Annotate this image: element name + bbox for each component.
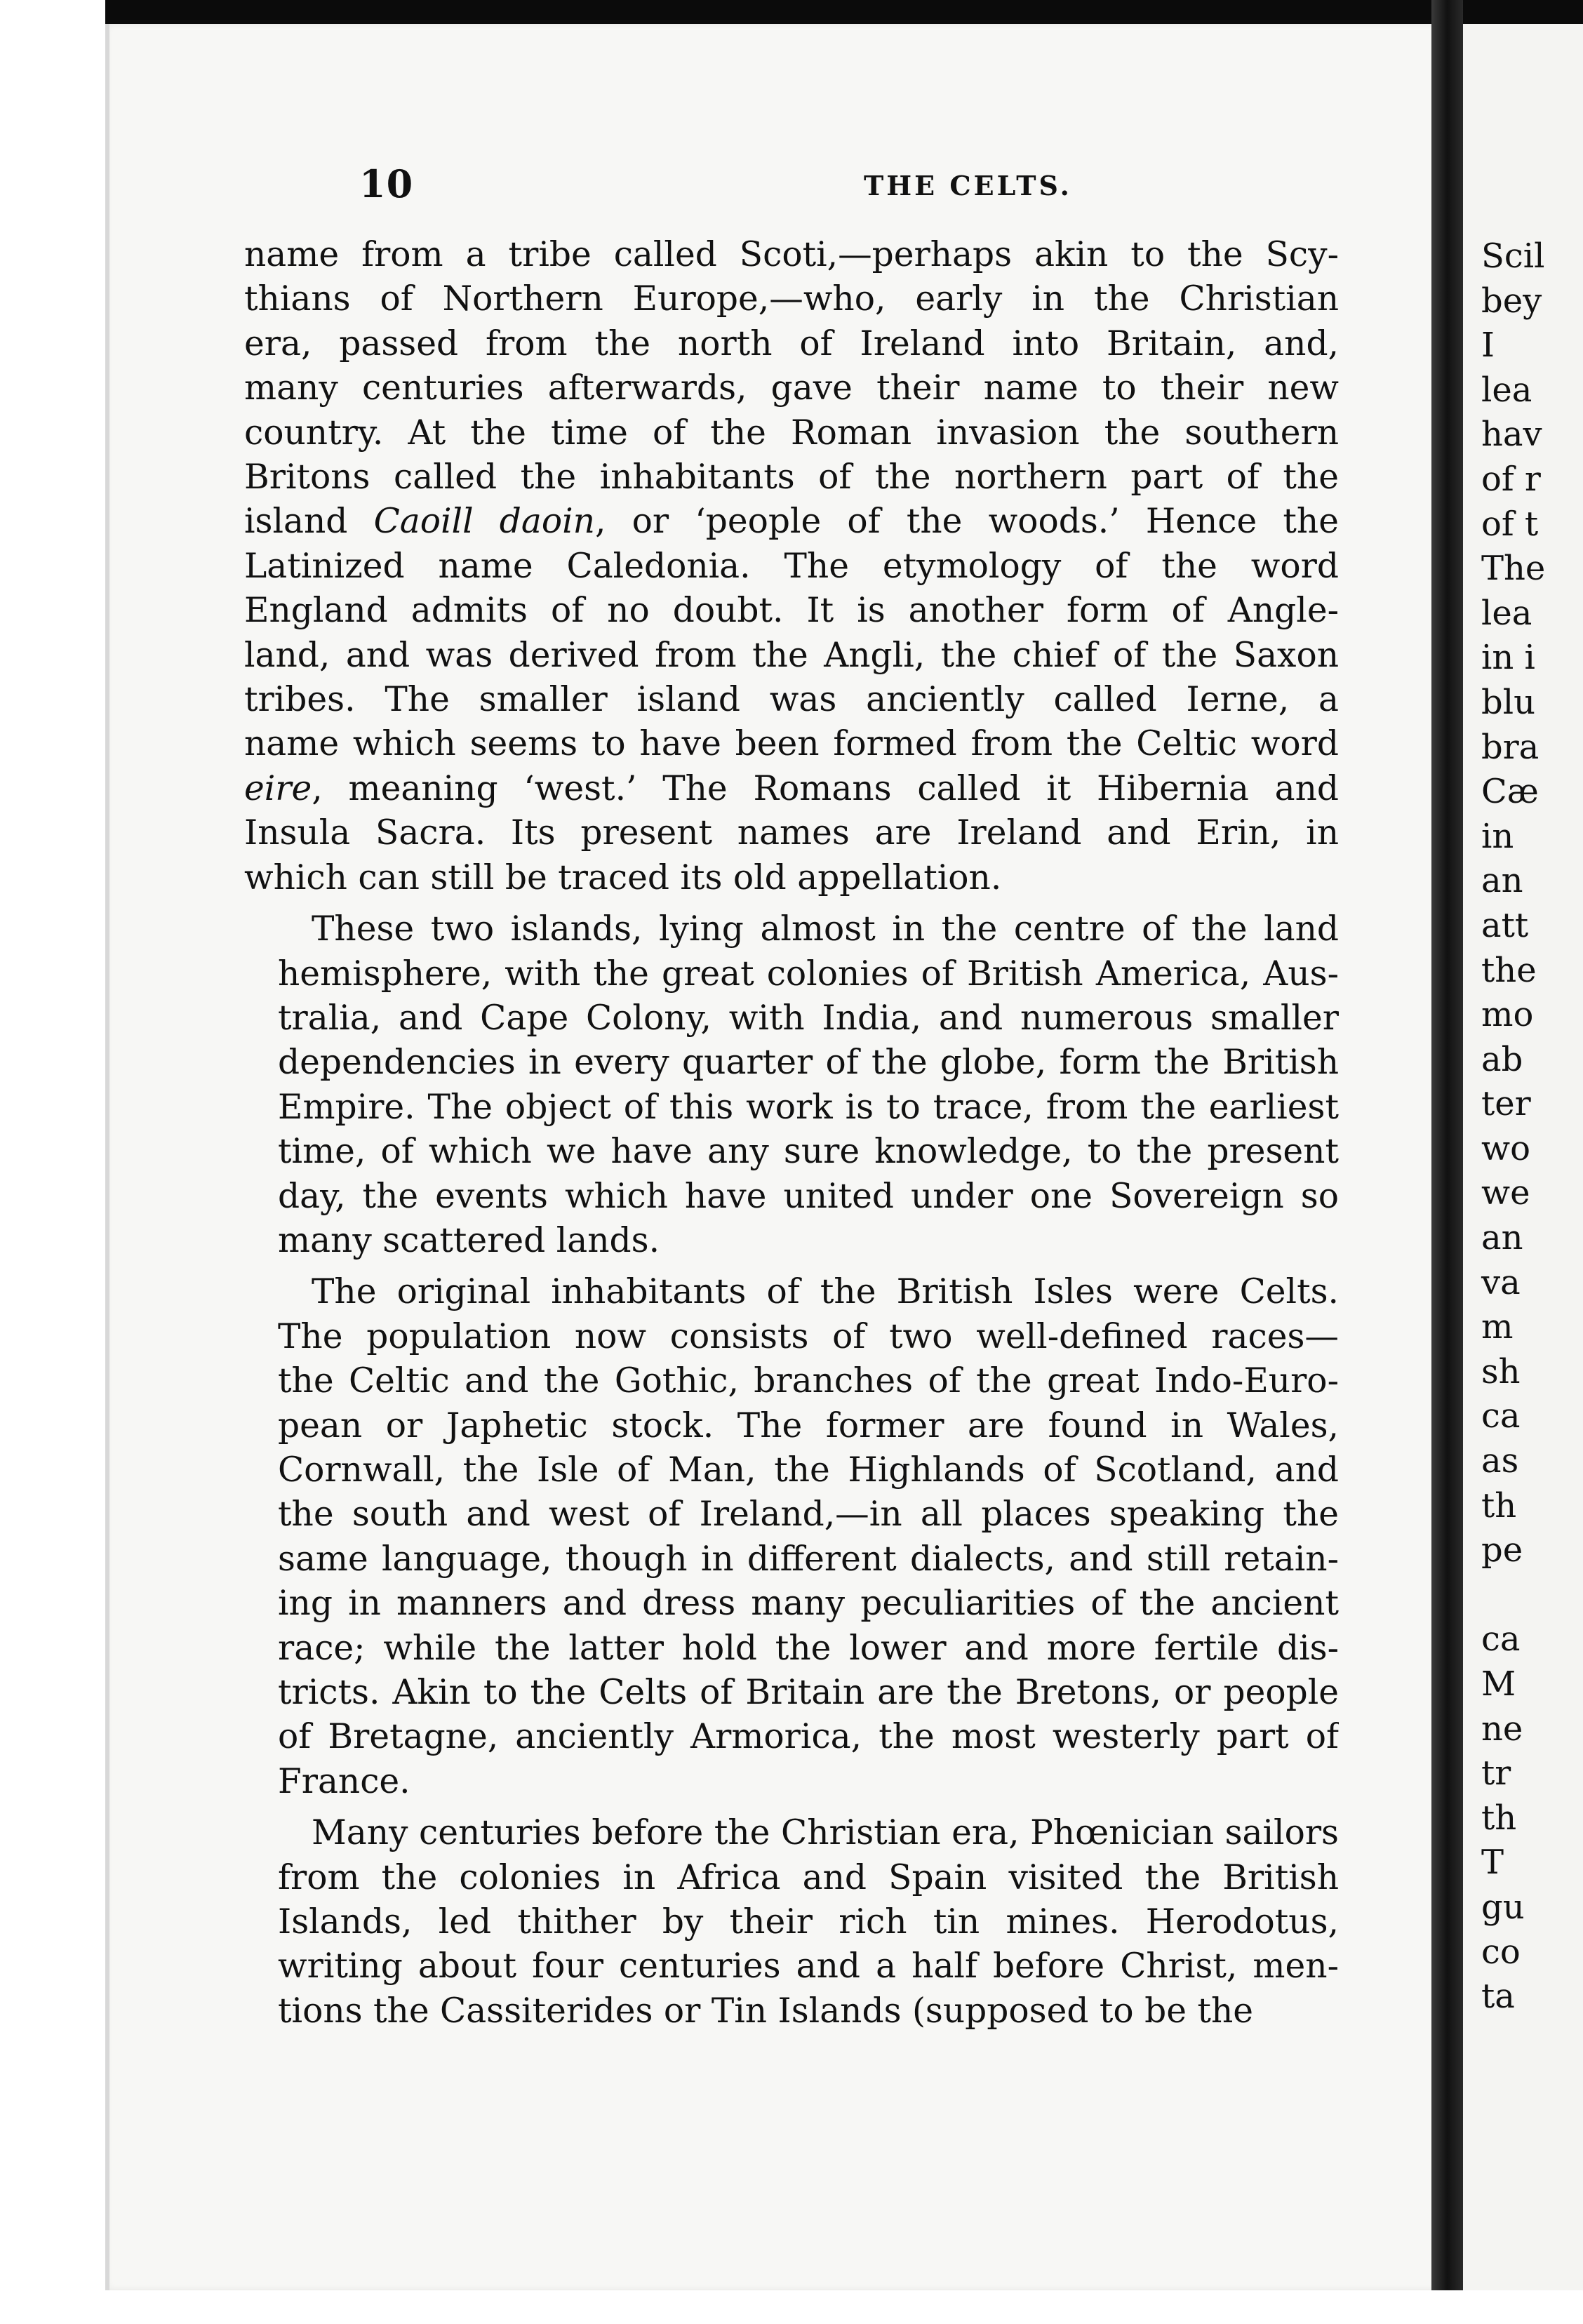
text-line: many scattered lands. bbox=[278, 1220, 660, 1260]
text-line: writing about four centuries and a half before Christ, men- bbox=[278, 1946, 1339, 1986]
facing-page-fragment: ter bbox=[1481, 1084, 1531, 1124]
text-line: Cornwall, the Isle of Man, the Highlands of Scotland, and bbox=[278, 1450, 1339, 1490]
running-head: THE CELTS. bbox=[864, 170, 1072, 201]
facing-page-fragment: we bbox=[1481, 1173, 1530, 1213]
text-line: France. bbox=[278, 1761, 410, 1801]
text-line: tribes. The smaller island was anciently called Ierne, a bbox=[244, 680, 1339, 720]
text-line: the Celtic and the Gothic, branches of the great Indo-Euro- bbox=[278, 1361, 1339, 1401]
facing-page-fragment: Scil bbox=[1481, 236, 1545, 276]
text-line: era, passed from the north of Ireland into Britain, and, bbox=[244, 323, 1339, 363]
text-line: The original inhabitants of the British Isles were Celts. bbox=[312, 1272, 1339, 1312]
facing-page-fragment: lea bbox=[1481, 370, 1532, 410]
facing-page-fragment: wo bbox=[1481, 1128, 1530, 1168]
facing-page-fragment: The bbox=[1481, 549, 1546, 589]
facing-page-fragment: th bbox=[1481, 1485, 1517, 1525]
text-line: hemisphere, with the great colonies of British America, Aus- bbox=[278, 954, 1339, 994]
facing-page-fragment: m bbox=[1481, 1307, 1514, 1347]
facing-page-fragment: bey bbox=[1481, 281, 1542, 321]
facing-page-fragment: sh bbox=[1481, 1351, 1521, 1391]
page-header bbox=[109, 161, 1443, 218]
page-number: 10 bbox=[359, 161, 414, 206]
facing-page-fragment: ca bbox=[1481, 1620, 1521, 1659]
facing-page-fragment: tr bbox=[1481, 1754, 1511, 1794]
facing-page-fragment: an bbox=[1481, 861, 1523, 901]
text-line: England admits of no doubt. It is another form of Angle- bbox=[244, 591, 1339, 631]
facing-page-fragment: Cæ bbox=[1481, 772, 1539, 812]
facing-page-fragment: ab bbox=[1481, 1039, 1523, 1079]
text-line: country. At the time of the Roman invasion the southern bbox=[244, 413, 1339, 453]
text-line: island Caoill daoin, or ‘people of the woods.’ Hence the bbox=[244, 502, 1339, 542]
facing-page-fragment: ne bbox=[1481, 1709, 1523, 1749]
text-line: tricts. Akin to the Celts of Britain are the Bretons, or people bbox=[278, 1673, 1339, 1712]
facing-page-fragment: in i bbox=[1481, 638, 1535, 678]
facing-page-fragment: gu bbox=[1481, 1887, 1525, 1927]
scan-border-left bbox=[0, 0, 105, 2324]
text-line: Islands, led thither by their rich tin mines. Herodotus, bbox=[278, 1902, 1339, 1942]
text-line: time, of which we have any sure knowledge, to the present bbox=[278, 1132, 1339, 1172]
facing-page-fragment: the bbox=[1481, 950, 1537, 990]
facing-page-fragment: an bbox=[1481, 1218, 1523, 1258]
facing-page-fragment: blu bbox=[1481, 682, 1535, 722]
facing-page-fragment: M bbox=[1481, 1664, 1516, 1704]
facing-page-fragment: ca bbox=[1481, 1396, 1521, 1436]
facing-page-text-fragments bbox=[1481, 234, 1545, 2019]
text-line: These two islands, lying almost in the centre of the land bbox=[312, 909, 1339, 949]
paragraph bbox=[244, 907, 1339, 1263]
text-line: Latinized name Caledonia. The etymology of the word bbox=[244, 546, 1339, 586]
scan-border-top bbox=[0, 0, 1583, 24]
facing-page-fragment: att bbox=[1481, 905, 1529, 945]
facing-page-fragment: co bbox=[1481, 1932, 1521, 1972]
facing-page-fragment: T bbox=[1481, 1843, 1504, 1883]
facing-page-fragment: mo bbox=[1481, 995, 1534, 1035]
facing-page-fragment: th bbox=[1481, 1798, 1517, 1838]
text-line: many centuries afterwards, gave their name to their new bbox=[244, 368, 1339, 408]
facing-page-fragment: va bbox=[1481, 1262, 1521, 1302]
facing-page-fragment: I bbox=[1481, 326, 1495, 366]
facing-page-fragment: as bbox=[1481, 1441, 1519, 1481]
text-line: pean or Japhetic stock. The former are found in Wales, bbox=[278, 1405, 1339, 1445]
facing-page-fragment: lea bbox=[1481, 593, 1532, 633]
text-line: Britons called the inhabitants of the northern part of the bbox=[244, 458, 1339, 497]
text-line: name from a tribe called Scoti,—perhaps akin to the Scy- bbox=[244, 235, 1339, 274]
text-line: tralia, and Cape Colony, with India, and numerous smaller bbox=[278, 998, 1339, 1038]
facing-page-fragment: hav bbox=[1481, 415, 1542, 455]
facing-page-fragment: in bbox=[1481, 816, 1514, 856]
text-line: the south and west of Ireland,—in all places speaking the bbox=[278, 1495, 1339, 1535]
scan-border-bottom bbox=[105, 2290, 1583, 2324]
text-line: The population now consists of two well-defined races— bbox=[278, 1316, 1339, 1356]
body-text bbox=[244, 233, 1339, 2034]
paragraph bbox=[244, 1270, 1339, 1804]
text-line: of Bretagne, anciently Armorica, the most westerly part of bbox=[278, 1717, 1339, 1757]
text-line: from the colonies in Africa and Spain visited the British bbox=[278, 1857, 1339, 1897]
facing-page-fragment: pe bbox=[1481, 1530, 1523, 1570]
facing-page-fragment: ta bbox=[1481, 1977, 1515, 2017]
text-line: day, the events which have united under one Sovereign so bbox=[278, 1176, 1339, 1216]
facing-page-fragment: bra bbox=[1481, 727, 1539, 767]
text-line: thians of Northern Europe,—who, early in the Christian bbox=[244, 279, 1339, 319]
text-line: ing in manners and dress many peculiarities of the ancient bbox=[278, 1584, 1339, 1624]
text-line: same language, though in different dialects, and still retain- bbox=[278, 1539, 1339, 1579]
text-line: Many centuries before the Christian era, Phœnician sailors bbox=[312, 1813, 1339, 1853]
paragraph bbox=[244, 1811, 1339, 2034]
facing-page-edge bbox=[1463, 24, 1583, 2290]
book-gutter bbox=[1431, 0, 1463, 2324]
paragraph bbox=[244, 233, 1339, 900]
text-line: name which seems to have been formed from the Celtic word bbox=[244, 724, 1339, 764]
facing-page-fragment: of r bbox=[1481, 459, 1541, 499]
text-line: tions the Cassiterides or Tin Islands (supposed to be the bbox=[278, 1991, 1253, 2031]
facing-page-fragment bbox=[1481, 1573, 1545, 1618]
text-line: dependencies in every quarter of the globe, form the British bbox=[278, 1043, 1339, 1083]
text-line: land, and was derived from the Angli, the chief of the Saxon bbox=[244, 635, 1339, 675]
text-line: which can still be traced its old appellation. bbox=[244, 857, 1002, 897]
text-line: Empire. The object of this work is to trace, from the earliest bbox=[278, 1087, 1339, 1127]
text-line: Insula Sacra. Its present names are Ireland and Erin, in bbox=[244, 813, 1339, 853]
facing-page-fragment: of t bbox=[1481, 504, 1539, 544]
text-line: eire, meaning ‘west.’ The Romans called it Hibernia and bbox=[244, 768, 1339, 808]
text-line: race; while the latter hold the lower and more fertile dis- bbox=[278, 1628, 1339, 1668]
